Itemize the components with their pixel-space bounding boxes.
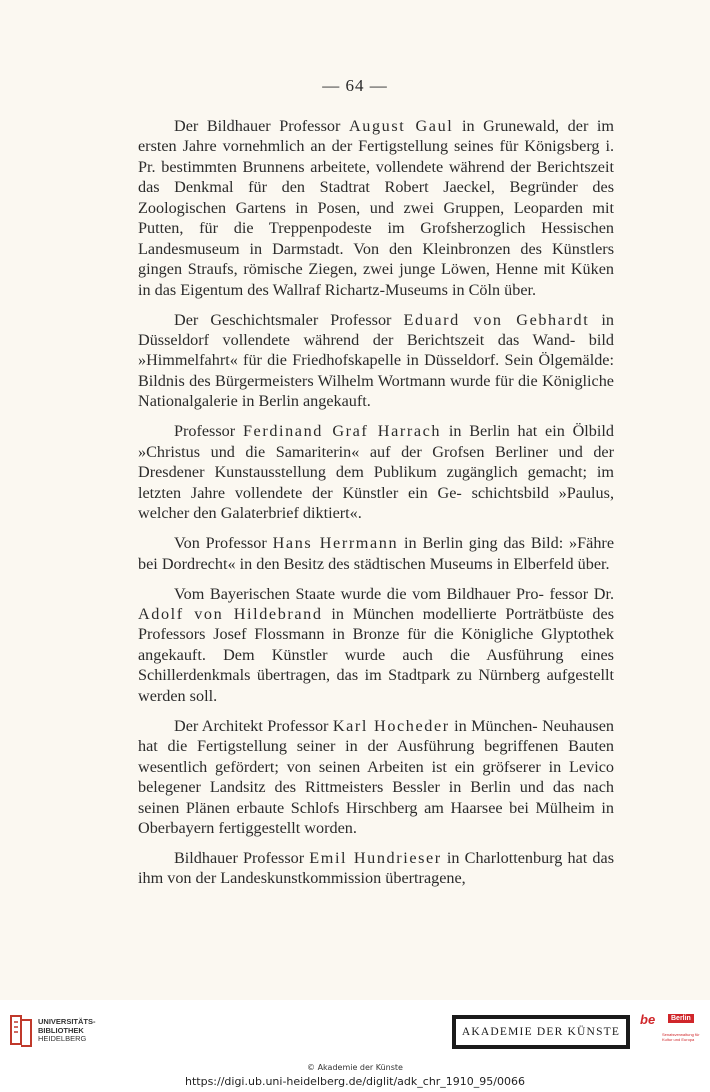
person-name: Karl Hocheder bbox=[332, 716, 450, 735]
person-name: Eduard von Gebhardt bbox=[403, 310, 590, 329]
paragraph bbox=[138, 533, 614, 574]
berlin-logo-mark: be bbox=[640, 1012, 656, 1027]
paragraph-text: in München- Neuhausen hat die Fertigstellung seiner in der Ausführung begriffenen Bauten wesentlich gefördert; von seinen Arbeiten ist ein gröfserer in Levico belegener Landsitz des Rittmeisters Bessler in Berlin und das nach seinen Plänen erbaute Schlofs Hirschberg am Haarsee bei Mülheim in Oberbayern fertiggestellt worden. bbox=[138, 716, 614, 837]
paragraph bbox=[138, 310, 614, 412]
paragraph-text: Der Geschichtsmaler Professor bbox=[174, 310, 404, 329]
berlin-logo[interactable] bbox=[640, 1012, 702, 1052]
paragraph-text: Der Bildhauer Professor bbox=[174, 117, 349, 135]
paragraph bbox=[138, 716, 614, 839]
paragraph-text: in Grunewald, der im ersten Jahre vornehmlich an der Fertigstellung seines für Königsberg i. Pr. bestimmten Brunnens arbeitete, vollendete während der Berichtszeit das Denkmal für den Stadtrat Robert Jaeckel, Begründer des Zoologischen Gartens in Posen, und zwei Gruppen, Leoparden mit Putten, für die Treppenpodeste im Grofsherzoglich Hessischen Landesmuseum in Darmstadt. Von den Kleinbronzen des Künstlers gingen Straufs, römische Ziegen, zwei junge Löwen, Henne mit Küken in das Eigentum des Wallraf Richartz-Museums in Cöln über. bbox=[138, 117, 614, 299]
paragraph-text: Der Architekt Professor bbox=[174, 716, 333, 735]
akademie-logo[interactable] bbox=[452, 1015, 630, 1049]
berlin-logo-tag: Berlin bbox=[668, 1014, 694, 1023]
paragraph-text: in Düsseldorf vollendete während der Berichtszeit das Wand- bild »Himmelfahrt« für die Friedhofskapelle in Düsseldorf. Sein Ölgemälde: Bildnis des Bürgermeisters Wilhelm Wortmann wurde für die Königliche Nationalgalerie in Berlin angekauft. bbox=[138, 310, 614, 411]
library-name-line: UNIVERSITÄTS- bbox=[38, 1017, 96, 1026]
person-name: Emil Hundrieser bbox=[309, 848, 442, 867]
library-emblem-icon bbox=[8, 1014, 34, 1048]
university-library-logo[interactable] bbox=[8, 1014, 108, 1054]
paragraph-text: Professor bbox=[174, 422, 243, 441]
paragraph bbox=[138, 116, 614, 300]
paragraph-text: in München modellierte Porträtbüste des Professors Josef Flossmann in Bronze für die Königliche Glyptothek angekauft. Dem Künstler wurde auch die Ausführung eines Schillerdenkmals übertragen, das im Stadtpark zu Nürnberg aufgestellt werden soll. bbox=[138, 604, 614, 705]
paragraph-text: Von Professor bbox=[174, 534, 273, 553]
library-name-line: HEIDELBERG bbox=[38, 1034, 87, 1043]
paragraph-text: in Berlin ging das Bild: »Fähre bei Dordrecht« in den Besitz des städtischen Museums in Elberfeld über. bbox=[138, 534, 615, 573]
library-name-line: BIBLIOTHEK bbox=[38, 1025, 84, 1035]
source-url[interactable]: https://digi.ub.uni-heidelberg.de/diglit/adk_chr_1910_95/0066 bbox=[184, 1075, 526, 1088]
footer bbox=[0, 1000, 710, 1092]
person-name: Adolf von Hildebrand bbox=[138, 604, 323, 623]
person-name: Ferdinand Graf Harrach bbox=[242, 422, 442, 441]
library-name bbox=[38, 1018, 96, 1044]
paragraph bbox=[138, 848, 614, 889]
akademie-label: AKADEMIE DER KÜNSTE bbox=[456, 1019, 626, 1045]
body-text bbox=[138, 116, 614, 898]
paragraph-text: in Charlottenburg hat das ihm von der Landeskunstkommission übertragene, bbox=[138, 848, 614, 888]
person-name: August Gaul bbox=[348, 117, 454, 135]
berlin-logo-subtitle: Senatsverwaltung für Kultur und Europa bbox=[662, 1032, 700, 1042]
paragraph-text: in Berlin hat ein Ölbild »Christus und die Samariterin« auf der Grofsen Berliner und der Dresdener Kunstausstellung dem Publikum zugänglich gemacht; im letzten Jahre vollendete der Künstler ein Ge- schichtsbild »Paulus, welcher den Galaterbrief diktiert«. bbox=[138, 422, 614, 523]
copyright-notice: © Akademie der Künste bbox=[307, 1063, 403, 1072]
paragraph bbox=[138, 584, 614, 707]
paragraph bbox=[138, 421, 614, 523]
page-number: — 64 — bbox=[322, 76, 388, 95]
paragraph-text: Bildhauer Professor bbox=[174, 848, 310, 867]
person-name: Hans Herrmann bbox=[272, 534, 399, 553]
paragraph-text: Vom Bayerischen Staate wurde die vom Bildhauer Pro- fessor Dr. bbox=[174, 584, 614, 603]
